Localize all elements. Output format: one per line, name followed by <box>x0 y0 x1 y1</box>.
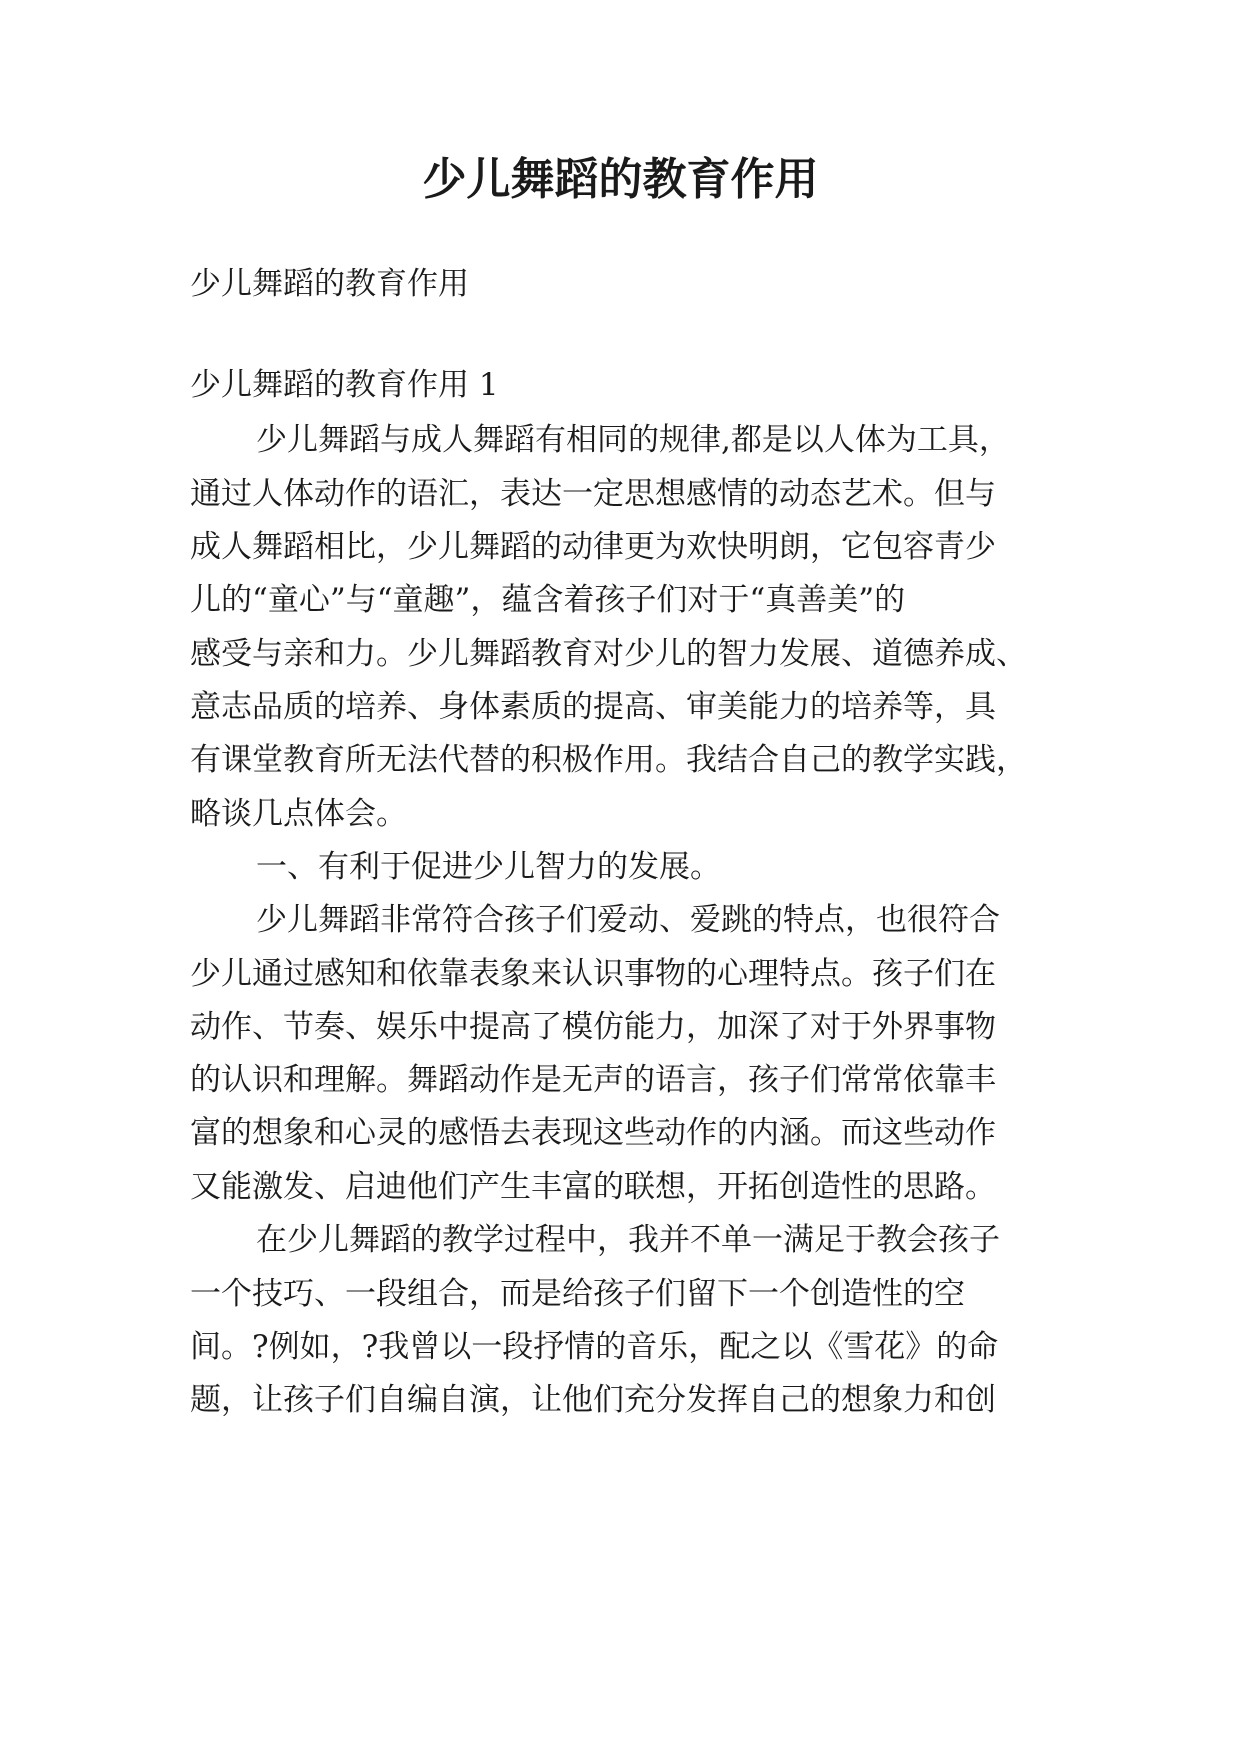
paragraph-line: 间。?例如，?我曾以一段抒情的音乐，配之以《雪花》的命 <box>190 1329 999 1365</box>
document-title: 少儿舞蹈的教育作用 <box>422 154 819 205</box>
paragraph-line: 略谈几点体会。 <box>190 796 407 832</box>
paragraph-line: 在少儿舞蹈的教学过程中，我并不单一满足于教会孩子 <box>256 1222 1000 1258</box>
paragraph-line: 有课堂教育所无法代替的积极作用。我结合自己的教学实践， <box>190 742 1027 778</box>
document-subtitle: 少儿舞蹈的教育作用 <box>190 266 469 302</box>
paragraph-line: 少儿舞蹈非常符合孩子们爱动、爱跳的特点，也很符合 <box>256 902 1000 938</box>
paragraph-line: 又能激发、启迪他们产生丰富的联想，开拓创造性的思路。 <box>190 1169 996 1205</box>
paragraph-line: 的认识和理解。舞蹈动作是无声的语言，孩子们常常依靠丰 <box>190 1062 996 1098</box>
paragraph-line: 成人舞蹈相比，少儿舞蹈的动律更为欢快明朗，它包容青少 <box>190 529 996 565</box>
section-heading: 少儿舞蹈的教育作用 1 <box>190 367 499 403</box>
paragraph-line: 感受与亲和力。少儿舞蹈教育对少儿的智力发展、道德养成、 <box>190 636 1027 672</box>
section-point-heading: 一、有利于促进少儿智力的发展。 <box>256 849 721 885</box>
paragraph-line: 题，让孩子们自编自演，让他们充分发挥自己的想象力和创 <box>190 1382 996 1418</box>
paragraph-line: 儿的“童心”与“童趣”，蕴含着孩子们对于“真善美”的 <box>190 582 906 618</box>
paragraph-line: 少儿舞蹈与成人舞蹈有相同的规律,都是以人体为工具， <box>256 422 1010 458</box>
paragraph-line: 意志品质的培养、身体素质的提高、审美能力的培养等，具 <box>190 689 996 725</box>
paragraph-line: 富的想象和心灵的感悟去表现这些动作的内涵。而这些动作 <box>190 1115 996 1151</box>
paragraph-line: 动作、节奏、娱乐中提高了模仿能力，加深了对于外界事物 <box>190 1009 996 1045</box>
paragraph-line: 通过人体动作的语汇，表达一定思想感情的动态艺术。但与 <box>190 476 996 512</box>
paragraph-line: 一个技巧、一段组合，而是给孩子们留下一个创造性的空 <box>190 1276 965 1312</box>
paragraph-line: 少儿通过感知和依靠表象来认识事物的心理特点。孩子们在 <box>190 956 996 992</box>
